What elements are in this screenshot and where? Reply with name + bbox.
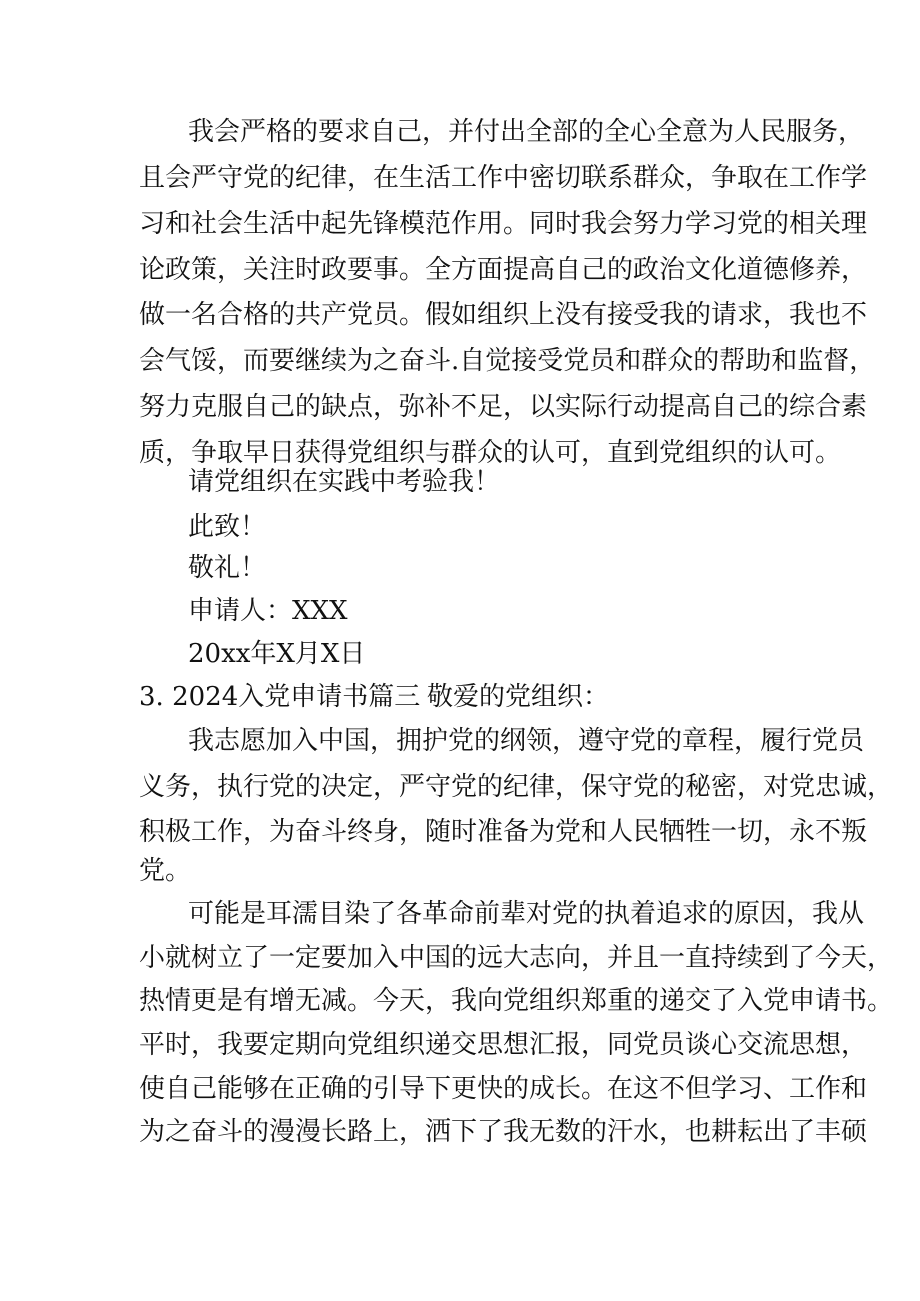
paragraph-1-line-8: 质，争取早日获得党组织与群众的认可，直到党组织的认可。 — [139, 438, 842, 468]
closing-salute-1: 此致！ — [188, 512, 267, 542]
paragraph-3-line-4: 平时，我要定期向党组织递交思想汇报，同党员谈心交流思想， — [139, 1030, 868, 1060]
paragraph-3-line-2: 小就树立了一定要加入中国的远大志向，并且一直持续到了今天， — [139, 943, 894, 973]
section-3-title: 3. 2024入党申请书篇三 — [139, 682, 421, 712]
paragraph-3-line-3: 热情更是有增无减。今天，我向党组织郑重的递交了入党申请书。 — [139, 986, 894, 1016]
paragraph-1-line-2: 且会严守党的纪律，在生活工作中密切联系群众，争取在工作学 — [139, 163, 868, 193]
paragraph-1-line-4: 论政策，关注时政要事。全方面提高自己的政治文化道德修养， — [139, 255, 868, 285]
paragraph-1-line-1: 我会严格的要求自己，并付出全部的全心全意为人民服务， — [188, 117, 865, 147]
paragraph-2-line-2: 义务，执行党的决定，严守党的纪律，保守党的秘密，对党忠诚， — [139, 772, 894, 802]
section-3-greeting: 敬爱的党组织： — [427, 682, 610, 712]
paragraph-1-line-3: 习和社会生活中起先锋模范作用。同时我会努力学习党的相关理 — [139, 209, 868, 239]
paragraph-1-line-5: 做一名合格的共产党员。假如组织上没有接受我的请求，我也不 — [139, 300, 868, 330]
application-date: 20xx年X月X日 — [188, 639, 366, 669]
paragraph-1-line-6: 会气馁，而要继续为之奋斗.自觉接受党员和群众的帮助和监督， — [139, 346, 876, 376]
paragraph-3-line-6: 为之奋斗的漫漫长路上，洒下了我无数的汗水，也耕耘出了丰硕 — [139, 1117, 868, 1147]
paragraph-2-line-1: 我志愿加入中国，拥护党的纲领，遵守党的章程，履行党员 — [188, 726, 865, 756]
paragraph-1-line-7: 努力克服自己的缺点，弥补不足，以实际行动提高自己的综合素 — [139, 392, 868, 422]
paragraph-3-line-5: 使自己能够在正确的引导下更快的成长。在这不但学习、工作和 — [139, 1074, 868, 1104]
paragraph-2-line-4: 党。 — [139, 856, 192, 886]
closing-request: 请党组织在实践中考验我！ — [188, 467, 501, 497]
paragraph-2-line-3: 积极工作，为奋斗终身，随时准备为党和人民牺牲一切，永不叛 — [139, 817, 868, 847]
applicant-signature: 申请人：XXX — [188, 596, 348, 626]
closing-salute-2: 敬礼！ — [188, 553, 267, 583]
paragraph-3-line-1: 可能是耳濡目染了各革命前辈对党的执着追求的原因，我从 — [188, 899, 865, 929]
